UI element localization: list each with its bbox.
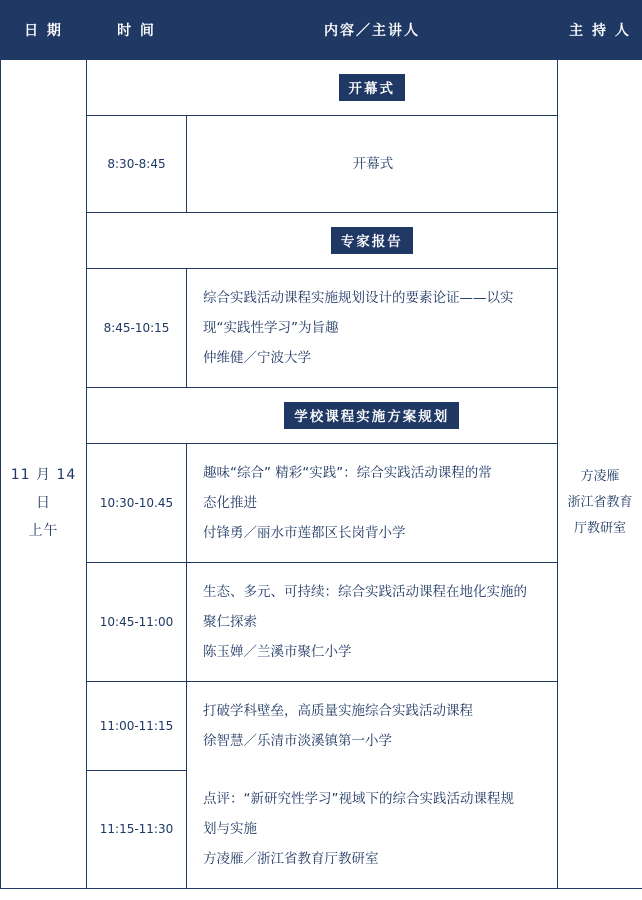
date-line-1: 11 月 14 日 [10, 467, 77, 511]
row-time: 11:15-11:30 [87, 770, 187, 889]
content-line: 开幕式 [352, 156, 394, 172]
host-line-2: 浙江省教育 [567, 495, 633, 510]
date-spacer [1, 682, 87, 771]
table-row [1, 116, 642, 213]
content-line: 聚仁探索 [203, 614, 257, 630]
row-content [187, 269, 558, 388]
host-spacer [558, 770, 642, 889]
table-row [1, 770, 642, 889]
row-time: 8:30-8:45 [87, 116, 187, 213]
header-host: 主 持 人 [558, 1, 642, 60]
date-spacer [1, 269, 87, 388]
school-section-left [87, 388, 187, 444]
table-header [1, 1, 642, 60]
table-body [1, 60, 642, 889]
date-spacer [1, 116, 87, 213]
row-time: 11:00-11:15 [87, 682, 187, 771]
date-spacer [1, 770, 87, 889]
content-line: 生态、多元、可持续：综合实践活动课程在地化实施的 [203, 584, 527, 600]
content-line: 趣味“综合” 精彩“实践”：综合实践活动课程的常 [203, 465, 492, 481]
host-spacer [558, 269, 642, 388]
host-spacer [558, 213, 642, 269]
date-spacer [1, 213, 87, 269]
content-line: 点评：“新研究性学习”视域下的综合实践活动课程规 [203, 791, 514, 807]
host-spacer [558, 682, 642, 771]
section-expert-report [187, 213, 558, 269]
section-label: 专家报告 [331, 227, 413, 254]
host-cell [558, 444, 642, 563]
header-content: 内容／主讲人 [187, 1, 558, 60]
row-content [187, 770, 558, 889]
host-spacer [558, 116, 642, 213]
opening-section-left [87, 60, 187, 116]
content-speaker: 方凌雁／浙江省教育厅教研室 [203, 851, 379, 867]
section-label: 开幕式 [339, 74, 406, 101]
host-spacer [558, 563, 642, 682]
table-row [1, 563, 642, 682]
host-spacer [558, 60, 642, 116]
header-time: 时 间 [87, 1, 187, 60]
content-speaker: 徐智慧／乐清市淡溪镇第一小学 [203, 733, 392, 749]
row-time: 10:30-10.45 [87, 444, 187, 563]
table-row [1, 388, 642, 444]
date-spacer [1, 388, 87, 444]
expert-section-left [87, 213, 187, 269]
content-speaker: 仲维健／宁波大学 [203, 350, 311, 366]
table-row [1, 213, 642, 269]
content-line: 划与实施 [203, 821, 257, 837]
row-time: 8:45-10:15 [87, 269, 187, 388]
row-content [187, 682, 558, 771]
content-speaker: 付锋勇／丽水市莲都区长岗背小学 [203, 525, 406, 541]
content-line: 态化推进 [203, 495, 257, 511]
date-spacer [1, 60, 87, 116]
host-line-3: 厅教研室 [573, 521, 626, 536]
table-row [1, 269, 642, 388]
table-row [1, 444, 642, 563]
section-label: 学校课程实施方案规划 [284, 402, 459, 429]
section-school-plan [187, 388, 558, 444]
row-time: 10:45-11:00 [87, 563, 187, 682]
host-spacer [558, 388, 642, 444]
section-opening [187, 60, 558, 116]
table-row [1, 682, 642, 771]
content-line: 现“实践性学习”为旨趣 [203, 320, 339, 336]
row-content [187, 444, 558, 563]
content-speaker: 陈玉婵／兰溪市聚仁小学 [203, 644, 352, 660]
content-line: 综合实践活动课程实施规划设计的要素论证——以实 [203, 290, 514, 306]
row-content [187, 563, 558, 682]
host-line-1: 方凌雁 [580, 469, 620, 484]
header-date: 日 期 [1, 1, 87, 60]
date-spacer [1, 563, 87, 682]
date-cell [1, 444, 87, 563]
content-line: 打破学科壁垒，高质量实施综合实践活动课程 [203, 703, 473, 719]
table-row [1, 60, 642, 116]
row-content [187, 116, 558, 213]
header-row [1, 1, 642, 60]
date-line-2: 上午 [28, 523, 59, 539]
